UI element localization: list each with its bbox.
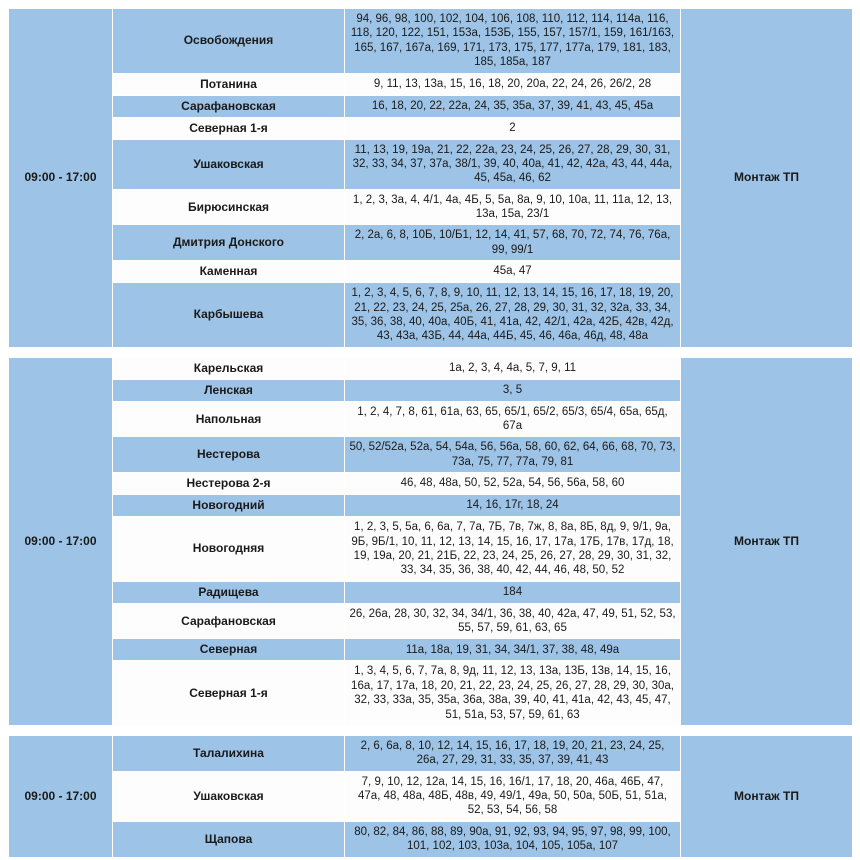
cell-street-name: Нестерова (113, 437, 345, 473)
group-separator (9, 347, 853, 357)
cell-house-numbers: 1, 3, 4, 5, 6, 7, 7а, 8, 9д, 11, 12, 13, 13а, 13Б, 13в, 14, 15, 16, 16а, 17, 17а, 18, 20, 21, 22, 23, 24, 25, 26, 27, 28, 29, 30, 30а, 32, 33, 33а, 35, 35а, 36а, 38а, 39, 40, 41, 41а, 42, 43, 45, 47, 51, 51а, 53, 57, 59, 61, 63 (345, 661, 681, 726)
cell-house-numbers: 1, 2, 3, 3а, 4, 4/1, 4а, 4Б, 5, 5а, 8а, 9, 10, 10а, 11, 11а, 12, 13, 13а, 15а, 23/1 (345, 189, 681, 225)
cell-street-name: Сарафановская (113, 603, 345, 639)
cell-street-name: Северная 1-я (113, 117, 345, 139)
cell-work-type: Монтаж ТП (681, 357, 853, 725)
cell-street-name: Ленская (113, 379, 345, 401)
cell-house-numbers: 50, 52/52а, 52а, 54, 54а, 56, 56а, 58, 60, 62, 64, 66, 68, 70, 73, 73а, 75, 77, 77а, 79, 81 (345, 437, 681, 473)
cell-house-numbers: 1а, 2, 3, 4, 4а, 5, 7, 9, 11 (345, 357, 681, 379)
cell-house-numbers: 16, 18, 20, 22, 22а, 24, 35, 35а, 37, 39, 41, 43, 45, 45а (345, 95, 681, 117)
cell-house-numbers: 184 (345, 581, 681, 603)
cell-work-type: Монтаж ТП (681, 735, 853, 857)
cell-street-name: Ушаковская (113, 771, 345, 821)
table-row (9, 9, 853, 74)
cell-street-name: Новогодний (113, 495, 345, 517)
cell-street-name: Северная (113, 639, 345, 661)
cell-street-name: Каменная (113, 261, 345, 283)
cell-street-name: Сарафановская (113, 95, 345, 117)
cell-street-name: Северная 1-я (113, 661, 345, 726)
cell-street-name: Щапова (113, 821, 345, 857)
cell-street-name: Талалихина (113, 735, 345, 771)
outage-table (8, 8, 853, 858)
table-row (9, 735, 853, 771)
cell-time: 09:00 - 17:00 (9, 9, 113, 348)
cell-street-name: Новогодняя (113, 517, 345, 582)
cell-street-name: Нестерова 2-я (113, 473, 345, 495)
cell-house-numbers: 1, 2, 4, 7, 8, 61, 61а, 63, 65, 65/1, 65/2, 65/3, 65/4, 65а, 65д, 67а (345, 401, 681, 437)
group-separator-cell (9, 725, 853, 735)
cell-house-numbers: 1, 2, 3, 5, 5а, 6, 6а, 7, 7а, 7Б, 7в, 7ж, 8, 8а, 8Б, 8д, 9, 9/1, 9а, 9Б, 9Б/1, 10, 11, 12, 13, 14, 15, 16, 17, 17а, 17Б, 17в, 17д, 18, 19, 19а, 20, 21, 21Б, 22, 23, 24, 25, 26, 27, 28, 29, 30, 31, 32, 33, 34, 35, 36, 38, 40, 42, 44, 46, 48, 50, 52 (345, 517, 681, 582)
cell-house-numbers: 80, 82, 84, 86, 88, 89, 90а, 91, 92, 93, 94, 95, 97, 98, 99, 100, 101, 102, 103, 103а, 104, 105, 105а, 107 (345, 821, 681, 857)
cell-house-numbers: 1, 2, 3, 4, 5, 6, 7, 8, 9, 10, 11, 12, 13, 14, 15, 16, 17, 18, 19, 20, 21, 22, 23, 24, 25, 25а, 26, 27, 28, 29, 30, 31, 32, 32а, 33, 34, 35, 36, 38, 40, 40а, 40Б, 41, 41а, 42, 42/1, 42а, 42Б, 42в, 42д, 43, 43а, 43Б, 44, 44а, 44Б, 45, 46, 46а, 46д, 48, 48а (345, 283, 681, 348)
cell-work-type: Монтаж ТП (681, 9, 853, 348)
cell-house-numbers: 7, 9, 10, 12, 12а, 14, 15, 16, 16/1, 17, 18, 20, 46а, 46Б, 47, 47а, 48, 48а, 48Б, 48в, 49, 49/1, 49а, 50, 50а, 50Б, 51, 51а, 52, 53, 54, 56, 58 (345, 771, 681, 821)
cell-house-numbers: 26, 26а, 28, 30, 32, 34, 34/1, 36, 38, 40, 42а, 47, 49, 51, 52, 53, 55, 57, 59, 61, 63, 65 (345, 603, 681, 639)
cell-street-name: Дмитрия Донского (113, 225, 345, 261)
cell-street-name: Ушаковская (113, 139, 345, 189)
cell-house-numbers: 11, 13, 19, 19а, 21, 22, 22а, 23, 24, 25, 26, 27, 28, 29, 30, 31, 32, 33, 34, 37, 37а, 38/1, 39, 40, 40а, 41, 42, 42а, 43, 44, 44а, 45, 45а, 46, 62 (345, 139, 681, 189)
cell-house-numbers: 3, 5 (345, 379, 681, 401)
cell-street-name: Бирюсинская (113, 189, 345, 225)
table-row (9, 357, 853, 379)
cell-house-numbers: 46, 48, 48а, 50, 52, 52а, 54, 56, 56а, 58, 60 (345, 473, 681, 495)
cell-house-numbers: 2, 2а, 6, 8, 10Б, 10/Б1, 12, 14, 41, 57, 68, 70, 72, 74, 76, 76а, 99, 99/1 (345, 225, 681, 261)
cell-house-numbers: 2 (345, 117, 681, 139)
cell-street-name: Напольная (113, 401, 345, 437)
table-body (9, 9, 853, 858)
group-separator-cell (9, 347, 853, 357)
cell-house-numbers: 45а, 47 (345, 261, 681, 283)
cell-house-numbers: 11а, 18а, 19, 31, 34, 34/1, 37, 38, 48, 49а (345, 639, 681, 661)
cell-street-name: Карбышева (113, 283, 345, 348)
cell-house-numbers: 94, 96, 98, 100, 102, 104, 106, 108, 110, 112, 114, 114а, 116, 118, 120, 122, 151, 153а, 153Б, 155, 157, 157/1, 159, 161/163, 165, 167, 167а, 169, 171, 173, 175, 177, 177а, 179, 181, 183, 185, 185а, 187 (345, 9, 681, 74)
cell-house-numbers: 14, 16, 17г, 18, 24 (345, 495, 681, 517)
cell-street-name: Карельская (113, 357, 345, 379)
cell-house-numbers: 2, 6, 6а, 8, 10, 12, 14, 15, 16, 17, 18, 19, 20, 21, 23, 24, 25, 26а, 27, 29, 31, 33, 35, 37, 39, 41, 43 (345, 735, 681, 771)
cell-street-name: Потанина (113, 73, 345, 95)
cell-house-numbers: 9, 11, 13, 13а, 15, 16, 18, 20, 20а, 22, 24, 26, 26/2, 28 (345, 73, 681, 95)
cell-street-name: Радищева (113, 581, 345, 603)
group-separator (9, 725, 853, 735)
cell-time: 09:00 - 17:00 (9, 735, 113, 857)
cell-street-name: Освобождения (113, 9, 345, 74)
cell-time: 09:00 - 17:00 (9, 357, 113, 725)
